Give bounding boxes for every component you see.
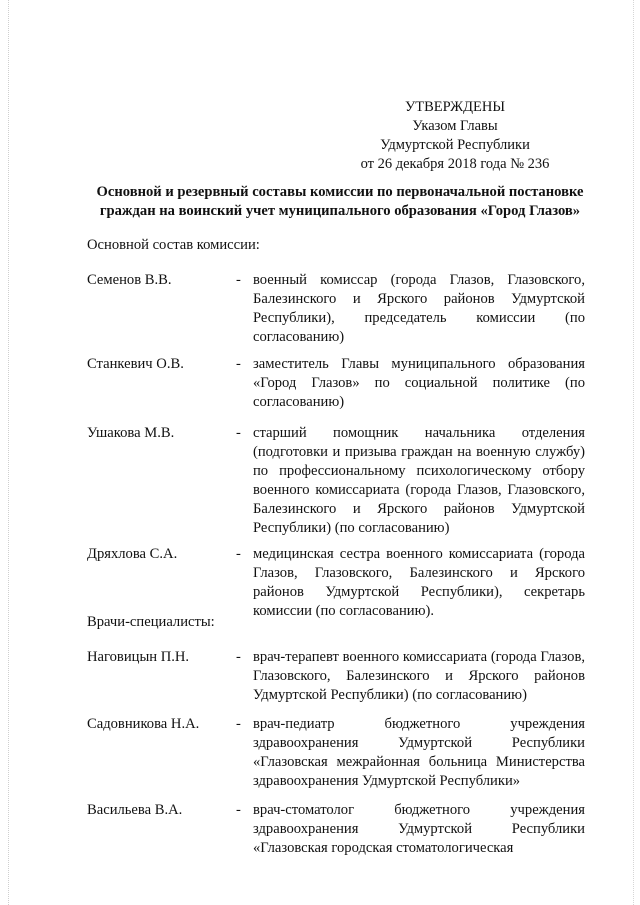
doctor-name: Васильева В.А.	[87, 802, 183, 818]
doctor-name: Садовникова Н.А.	[87, 716, 200, 732]
member-name: Станкевич О.В.	[87, 356, 184, 372]
member-role: старший помощник начальника отделения (подготовки и призыва граждан на военную службу) по профессиональному психологическому отбору военного комиссариата (города Глазов, Глазовского, Балезинского и Ярского районов Удмуртской Республики) (по согласованию)	[253, 425, 585, 536]
approval-block	[340, 98, 570, 174]
doctor-role: врач-педиатр бюджетного учреждения здравоохранения Удмуртской Республики «Глазовская межрайонная больница Министерства здравоохранения Удмуртской Республики»	[253, 716, 585, 789]
member-role: военный комиссар (города Глазов, Глазовского, Балезинского и Ярского районов Удмуртской Республики), председатель комиссии (по согласованию)	[253, 272, 585, 345]
member-name: Дряхлова С.А.	[87, 546, 178, 562]
dash-separator: -	[236, 425, 241, 441]
doctor-name: Наговицын П.Н.	[87, 649, 190, 665]
scan-left-edge	[8, 0, 9, 905]
section-heading-doctors: Врачи-специалисты:	[87, 614, 215, 630]
dash-separator: -	[236, 716, 241, 732]
dash-separator: -	[236, 272, 241, 288]
member-name: Семенов В.В.	[87, 272, 172, 288]
section-heading-main: Основной состав комиссии:	[87, 237, 260, 253]
document-title	[80, 183, 600, 221]
scan-right-edge	[633, 0, 634, 905]
approval-line-1: УТВЕРЖДЕНЫ	[404, 99, 506, 115]
member-role: медицинская сестра военного комиссариата (города Глазов, Глазовского, Балезинского и Ярского районов Удмуртской Республики), секретарь комиссии (по согласованию).	[253, 546, 585, 619]
doctor-role: врач-терапевт военного комиссариата (города Глазов, Глазовского, Балезинского и Ярского районов Удмуртской Республики) (по согласованию)	[253, 649, 585, 703]
dash-separator: -	[236, 546, 241, 562]
dash-separator: -	[236, 356, 241, 372]
member-name: Ушакова М.В.	[87, 425, 175, 441]
dash-separator: -	[236, 649, 241, 665]
title-line-1: Основной и резервный составы комиссии по первоначальной постановке	[96, 184, 584, 200]
member-role: заместитель Главы муниципального образования «Город Глазов» по социальной политике (по согласованию)	[253, 356, 585, 410]
title-line-2: граждан на воинский учет муниципального образования «Город Глазов»	[99, 203, 581, 219]
approval-line-3: Удмуртской Республики	[380, 137, 530, 153]
approval-line-4: от 26 декабря 2018 года № 236	[360, 156, 550, 172]
approval-line-2: Указом Главы	[412, 118, 498, 134]
dash-separator: -	[236, 802, 241, 818]
doctor-role: врач-стоматолог бюджетного учреждения здравоохранения Удмуртской Республики «Глазовская городская стоматологическая	[253, 802, 585, 856]
